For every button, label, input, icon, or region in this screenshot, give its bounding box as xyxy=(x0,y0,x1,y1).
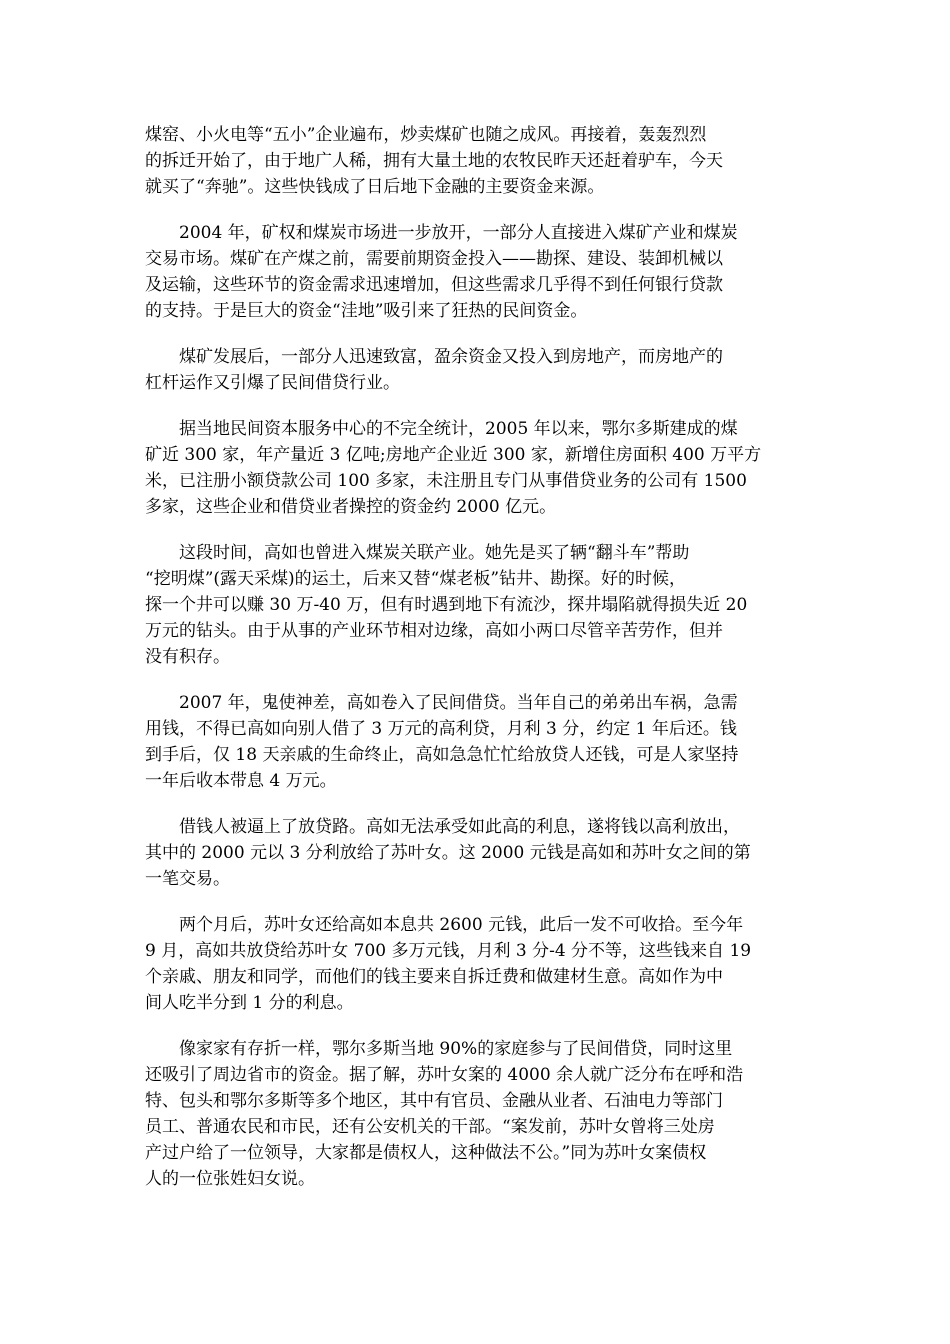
text-line: 2007 年，鬼使神差，高如卷入了民间借贷。当年自己的弟弟出车祸，急需 xyxy=(179,693,738,713)
paragraph xyxy=(145,540,805,670)
text-line: 特、包头和鄂尔多斯等多个地区，其中有官员、金融从业者、石油电力等部门 xyxy=(145,1091,723,1111)
text-line: 借钱人被逼上了放贷路。高如无法承受如此高的利息，遂将钱以高利放出， xyxy=(179,817,740,837)
paragraph xyxy=(145,416,805,520)
text-line: “挖明煤”(露天采煤)的运土，后来又替“煤老板”钻井、勘探。好的时候， xyxy=(145,569,687,589)
text-line: 两个月后，苏叶女还给高如本息共 2600 元钱，此后一发不可收拾。至今年 xyxy=(179,915,744,935)
text-line: 还吸引了周边省市的资金。据了解，苏叶女案的 4000 余人就广泛分布在呼和浩 xyxy=(145,1065,744,1085)
text-line: 万元的钻头。由于从事的产业环节相对边缘，高如小两口尽管辛苦劳作，但并 xyxy=(145,621,723,641)
text-line: 的拆迁开始了，由于地广人稀，拥有大量土地的农牧民昨天还赶着驴车，今天 xyxy=(145,151,723,171)
paragraph xyxy=(145,344,805,396)
paragraph xyxy=(145,814,805,892)
text-line: 用钱，不得已高如向别人借了 3 万元的高利贷，月利 3 分，约定 1 年后还。钱 xyxy=(145,719,737,739)
paragraph xyxy=(145,690,805,794)
text-line: 其中的 2000 元以 3 分利放给了苏叶女。这 2000 元钱是高如和苏叶女之间的第 xyxy=(145,843,751,863)
text-line: 像家家有存折一样，鄂尔多斯当地 90%的家庭参与了民间借贷，同时这里 xyxy=(179,1039,733,1059)
text-line: 就买了“奔驰”。这些快钱成了日后地下金融的主要资金来源。 xyxy=(145,177,605,197)
text-line: 间人吃半分到 1 分的利息。 xyxy=(145,993,354,1013)
text-line: 矿近 300 家，年产量近 3 亿吨;房地产企业近 300 家，新增住房面积 400 万平方 xyxy=(145,445,762,465)
text-line: 交易市场。煤矿在产煤之前，需要前期资金投入——勘探、建设、装卸机械以 xyxy=(145,249,723,269)
text-line: 米，已注册小额贷款公司 100 多家，未注册且专门从事借贷业务的公司有 1500 xyxy=(145,471,747,491)
text-line: 没有积存。 xyxy=(145,647,230,667)
text-line: 个亲戚、朋友和同学，而他们的钱主要来自拆迁费和做建材生意。高如作为中 xyxy=(145,967,723,987)
text-line: 及运输，这些环节的资金需求迅速增加，但这些需求几乎得不到任何银行贷款 xyxy=(145,275,723,295)
text-line: 2004 年，矿权和煤炭市场进一步放开，一部分人直接进入煤矿产业和煤炭 xyxy=(179,223,738,243)
text-line: 据当地民间资本服务中心的不完全统计，2005 年以来，鄂尔多斯建成的煤 xyxy=(179,419,738,439)
text-line: 这段时间，高如也曾进入煤炭关联产业。她先是买了辆“翻斗车”帮助 xyxy=(179,543,690,563)
text-line: 的支持。于是巨大的资金“洼地”吸引来了狂热的民间资金。 xyxy=(145,301,588,321)
text-line: 杠杆运作又引爆了民间借贷行业。 xyxy=(145,373,400,393)
paragraph xyxy=(145,122,805,200)
text-line: 9 月，高如共放贷给苏叶女 700 多万元钱，月利 3 分-4 分不等，这些钱来自 19 xyxy=(145,941,752,961)
text-line: 一笔交易。 xyxy=(145,869,230,889)
paragraph xyxy=(145,220,805,324)
text-line: 煤窑、小火电等“五小”企业遍布，炒卖煤矿也随之成风。再接着，轰轰烈烈 xyxy=(145,125,707,145)
text-line: 员工、普通农民和市民，还有公安机关的干部。“案发前，苏叶女曾将三处房 xyxy=(145,1117,715,1137)
text-line: 人的一位张姓妇女说。 xyxy=(145,1169,315,1189)
text-line: 探一个井可以赚 30 万-40 万，但有时遇到地下有流沙，探井塌陷就得损失近 20 xyxy=(145,595,748,615)
document-body xyxy=(145,122,805,1212)
paragraph xyxy=(145,912,805,1016)
text-line: 产过户给了一位领导，大家都是债权人，这种做法不公。”同为苏叶女案债权 xyxy=(145,1143,707,1163)
text-line: 多家，这些企业和借贷业者操控的资金约 2000 亿元。 xyxy=(145,497,557,517)
paragraph xyxy=(145,1036,805,1192)
text-line: 到手后，仅 18 天亲戚的生命终止，高如急急忙忙给放贷人还钱，可是人家坚持 xyxy=(145,745,739,765)
text-line: 煤矿发展后，一部分人迅速致富，盈余资金又投入到房地产，而房地产的 xyxy=(179,347,723,367)
text-line: 一年后收本带息 4 万元。 xyxy=(145,771,337,791)
